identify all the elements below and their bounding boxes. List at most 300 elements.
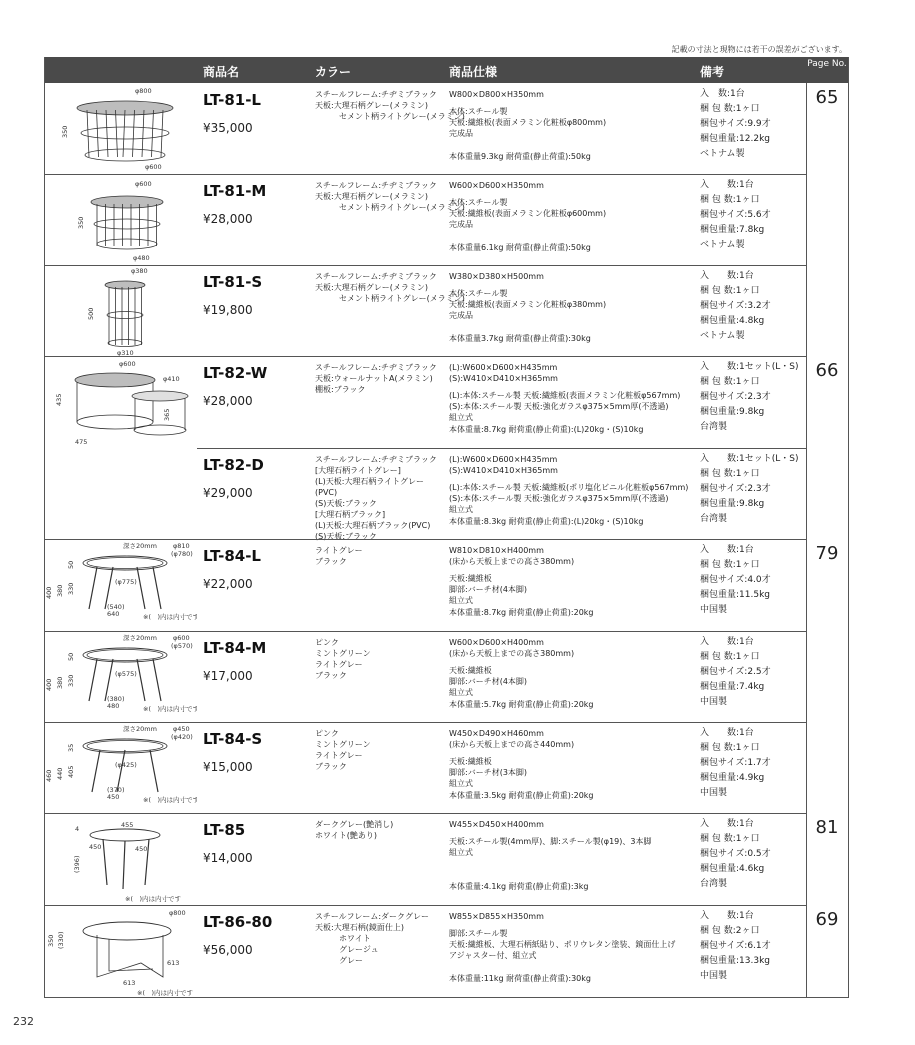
product-code: LT-84-M (203, 639, 267, 657)
dim-depth-label: 深さ20mm (123, 634, 157, 642)
product-weight: 本体重量:4.1kg 耐荷重(静止荷重):3kg (449, 882, 589, 891)
product-price: ¥29,000 (203, 486, 253, 500)
product-materials (449, 836, 699, 858)
remark-line: 梱包重量:4.6kg (700, 864, 765, 874)
color-line: ピンク (315, 638, 339, 647)
remark-line: 梱 包 数:1ヶ口 (700, 469, 760, 479)
product-drawing (45, 356, 197, 447)
spec-line: 組立式 (449, 505, 473, 514)
spec-line: 完成品 (449, 220, 473, 229)
remark-line: 台湾製 (700, 879, 728, 889)
color-line: (S)天板:ブラック (315, 532, 377, 541)
dim-top: φ800 (135, 87, 152, 95)
product-colors (315, 911, 429, 966)
remark-line: 梱 包 数:1ヶ口 (700, 743, 760, 753)
product-size (449, 911, 699, 922)
remark-line: 梱包サイズ:3.2才 (700, 301, 771, 311)
header-page: Page No. (807, 59, 847, 69)
spec-line: (S):本体:スチール製 天板:強化ガラスφ375×5mm厚(不透過) (449, 494, 669, 503)
remark-line: 中国製 (700, 605, 728, 615)
product-page-no: 69 (815, 909, 839, 930)
product-remarks (700, 87, 771, 162)
product-materials (449, 573, 699, 606)
remark-line: 中国製 (700, 788, 728, 798)
color-line: ブラック (315, 762, 347, 771)
remark-line: 梱包サイズ:4.0才 (700, 575, 771, 585)
product-size (449, 271, 699, 282)
product-colors (315, 362, 437, 395)
product-spec (449, 89, 699, 168)
product-code: LT-81-L (203, 91, 261, 109)
remark-line: 梱 包 数:1ヶ口 (700, 104, 760, 114)
remark-line: 入 数:1台 (700, 89, 745, 99)
spec-line: 本体:スチール製 (449, 198, 508, 207)
product-colors (315, 728, 371, 772)
product-row (45, 905, 848, 996)
color-line: (L)天板:大理石柄ブラック(PVC) (315, 521, 431, 530)
remark-line: 入 数:1台 (700, 545, 754, 555)
dim-w1: (370) (107, 786, 125, 794)
product-materials (449, 482, 699, 515)
product-remarks (700, 817, 771, 892)
dim-note: ※( )内は内寸です (143, 613, 197, 621)
product-spec (449, 180, 699, 259)
color-line: (PVC) (315, 488, 338, 497)
dim-depth: 475 (75, 438, 88, 446)
table-header (45, 57, 848, 83)
dim-height: 350 (61, 125, 69, 138)
product-size (449, 637, 699, 659)
product-drawing (45, 813, 197, 904)
dim-w1: (540) (107, 603, 125, 611)
product-image (45, 174, 197, 265)
color-line: 天板:大理石柄グレー(メラミン) (315, 192, 428, 201)
product-remarks (700, 909, 771, 984)
color-line: ブラック (315, 671, 347, 680)
product-row (45, 631, 848, 722)
remark-line: 中国製 (700, 971, 728, 981)
spec-line: 組立式 (449, 848, 473, 857)
product-code: LT-82-W (203, 364, 268, 382)
dim-small: φ410 (163, 375, 180, 383)
color-line: ホワイト (315, 934, 371, 943)
product-spec (449, 819, 699, 898)
remark-line: 梱包サイズ:5.6才 (700, 210, 771, 220)
size-line: W455×D450×H400mm (449, 820, 544, 829)
dim-top: φ600 (135, 180, 152, 188)
remark-line: 梱包重量:12.2kg (700, 134, 770, 144)
product-remarks (700, 452, 799, 527)
dim-top: φ810 (173, 542, 190, 550)
remark-line: 梱包サイズ:2.5才 (700, 667, 771, 677)
dim-thickness: 4 (75, 825, 80, 833)
product-spec (449, 271, 699, 350)
remark-line: 入 数:1台 (700, 180, 754, 190)
product-spec (449, 454, 699, 533)
product-code: LT-85 (203, 821, 246, 839)
product-size (449, 89, 699, 100)
product-price: ¥28,000 (203, 212, 253, 226)
remark-line: 入 数:1セット(L・S) (700, 362, 799, 372)
dim-top-inner: (φ420) (171, 733, 193, 741)
spec-line: 組立式 (449, 688, 473, 697)
product-weight: 本体重量:3.5kg 耐荷重(静止荷重):20kg (449, 791, 594, 800)
page-number: 232 (13, 1015, 34, 1028)
dim-w2: 640 (107, 610, 120, 618)
dim-height: 350 (77, 216, 85, 229)
spec-line: 本体:スチール製 (449, 107, 508, 116)
spec-line: 天板:繊維板 (449, 757, 492, 766)
size-line: W800×D800×H350mm (449, 90, 544, 99)
spec-line: 天板:繊維板(表面メラミン化粧板φ600mm) (449, 209, 607, 218)
product-row (45, 356, 848, 447)
product-row (45, 813, 848, 904)
dim-h2: 440 (56, 767, 64, 780)
product-colors (315, 454, 437, 542)
product-size (449, 454, 699, 476)
dim-inner: (φ425) (115, 761, 137, 769)
product-spec (449, 911, 699, 990)
dim-w1: (380) (107, 695, 125, 703)
product-code: LT-84-L (203, 547, 261, 565)
dim-bottom: φ310 (117, 349, 134, 356)
spec-line: 天板:繊維板、大理石柄紙貼り、ポリウレタン塗装、鏡面仕上げ (449, 940, 676, 949)
remark-line: 梱包サイズ:6.1才 (700, 941, 771, 951)
size-line: (L):W600×D600×H435mm (449, 455, 558, 464)
color-line: スチールフレーム:チヂミブラック (315, 363, 437, 372)
color-line: 天板:大理石柄グレー(メラミン) (315, 101, 428, 110)
dim-height: 500 (87, 307, 95, 320)
size-line: W600×D600×H400mm (449, 638, 544, 647)
size-line: (床から天板上までの高さ380mm) (449, 557, 575, 566)
product-drawing (45, 722, 197, 813)
remark-line: 入 数:1台 (700, 637, 754, 647)
dim-h1: 400 (45, 586, 53, 599)
remark-line: 梱包重量:7.4kg (700, 682, 765, 692)
color-line: 天板:大理石柄グレー(メラミン) (315, 283, 428, 292)
product-price: ¥15,000 (203, 760, 253, 774)
product-spec (449, 637, 699, 716)
product-image (45, 356, 197, 447)
product-image (45, 539, 197, 630)
color-line: ダークグレー(艶消し) (315, 820, 394, 829)
dim-top-inner: (φ780) (171, 550, 193, 558)
remark-line: 中国製 (700, 697, 728, 707)
dim-inner: (φ575) (115, 670, 137, 678)
product-price: ¥17,000 (203, 669, 253, 683)
dim-w2: 480 (107, 702, 120, 710)
color-line: ライトグレー (315, 751, 363, 760)
product-price: ¥35,000 (203, 121, 253, 135)
spec-line: 組立式 (449, 779, 473, 788)
color-line: ピンク (315, 729, 339, 738)
dim-bottom: φ600 (145, 163, 162, 171)
product-size (449, 180, 699, 191)
product-remarks (700, 726, 771, 801)
remark-line: 梱包サイズ:9.9才 (700, 119, 771, 129)
color-line: (L)天板:大理石柄ライトグレー (315, 477, 424, 486)
remark-line: 梱包重量:9.8kg (700, 499, 765, 509)
color-line: セメント柄ライトグレー(メラミン) (315, 203, 465, 212)
product-code: LT-82-D (203, 456, 264, 474)
spec-line: 脚部:バーチ材(4本脚) (449, 677, 528, 686)
size-line: W810×D810×H400mm (449, 546, 544, 555)
product-size (449, 545, 699, 567)
product-spec (449, 362, 699, 441)
remark-line: 梱包重量:11.5kg (700, 590, 770, 600)
product-image (45, 631, 197, 722)
color-line: [大理石柄ブラック] (315, 510, 386, 519)
color-line: ミントグリーン (315, 649, 371, 658)
product-remarks (700, 269, 771, 344)
color-line: 天板:ウォールナットA(メラミン) (315, 374, 433, 383)
dim-height-s: 365 (163, 408, 171, 421)
color-line: 天板:大理石柄(鏡面仕上) (315, 923, 404, 932)
spec-line: 天板:繊維板 (449, 666, 492, 675)
remark-line: 梱 包 数:1ヶ口 (700, 377, 760, 387)
size-line: W600×D600×H350mm (449, 181, 544, 190)
product-price: ¥22,000 (203, 577, 253, 591)
spec-line: 天板:繊維板 (449, 574, 492, 583)
spec-line: 天板:スチール製(4mm厚)、脚:スチール製(φ19)、3本脚 (449, 837, 652, 846)
product-table (44, 57, 849, 998)
product-colors (315, 819, 393, 841)
product-remarks (700, 635, 771, 710)
header-color: カラー (315, 65, 352, 79)
color-line: セメント柄ライトグレー(メラミン) (315, 112, 465, 121)
product-image (45, 83, 197, 174)
remark-line: 入 数:1台 (700, 911, 754, 921)
color-line: セメント柄ライトグレー(メラミン) (315, 294, 465, 303)
color-line: ホワイト(艶あり) (315, 831, 378, 840)
color-line: ミントグリーン (315, 740, 371, 749)
spec-line: アジャスター付、組立式 (449, 951, 537, 960)
remark-line: 梱包サイズ:2.3才 (700, 392, 771, 402)
color-line: ブラック (315, 557, 347, 566)
product-remarks (700, 360, 799, 435)
spec-line: 完成品 (449, 311, 473, 320)
dim-top: φ380 (131, 267, 148, 275)
product-row (45, 722, 848, 813)
remark-line: 梱包サイズ:0.5才 (700, 849, 771, 859)
product-colors (315, 271, 465, 304)
product-weight: 本体重量:8.7kg 耐荷重(静止荷重):(L)20kg・(S)10kg (449, 425, 644, 434)
dim-h1: 460 (45, 769, 53, 782)
product-code: LT-81-M (203, 182, 267, 200)
remark-line: 梱包重量:4.9kg (700, 773, 765, 783)
remark-line: 梱 包 数:1ヶ口 (700, 195, 760, 205)
dim-h4: 50 (67, 560, 75, 569)
dim-note: ※( )内は内寸です (125, 895, 182, 903)
product-page-no: 81 (815, 817, 839, 838)
remark-line: 梱包サイズ:2.3才 (700, 484, 771, 494)
product-image (45, 265, 197, 356)
color-line: スチールフレーム:チヂミブラック (315, 90, 437, 99)
header-spec: 商品仕様 (449, 65, 498, 79)
product-materials (449, 288, 699, 321)
product-size (449, 362, 699, 384)
remark-line: ベトナム製 (700, 331, 745, 341)
remark-line: 入 数:1セット(L・S) (700, 454, 799, 464)
remark-line: 梱 包 数:2ヶ口 (700, 926, 760, 936)
product-code: LT-81-S (203, 273, 263, 291)
product-weight: 本体重量:11kg 耐荷重(静止荷重):30kg (449, 974, 591, 983)
size-line: W855×D855×H350mm (449, 912, 544, 921)
spec-line: 脚部:スチール製 (449, 929, 508, 938)
product-weight: 本体重量:5.7kg 耐荷重(静止荷重):20kg (449, 700, 594, 709)
dim-top-inner: (φ570) (171, 642, 193, 650)
product-drawing (45, 265, 197, 356)
dim-h1: 350 (47, 934, 55, 947)
dim-depth-label: 深さ20mm (123, 542, 157, 550)
dim-h3: 330 (67, 582, 75, 595)
remark-line: 入 数:1台 (700, 271, 754, 281)
product-drawing (45, 174, 197, 265)
remark-line: 入 数:1台 (700, 819, 754, 829)
size-line: W450×D490×H460mm (449, 729, 544, 738)
dim-height-l: 435 (55, 393, 63, 406)
product-size (449, 819, 699, 830)
product-weight: 本体重量6.1kg 耐荷重(静止荷重):50kg (449, 243, 591, 252)
product-weight: 本体重量:8.3kg 耐荷重(静止荷重):(L)20kg・(S)10kg (449, 517, 644, 526)
product-page-no: 66 (815, 360, 839, 381)
size-line: (床から天板上までの高さ380mm) (449, 649, 575, 658)
size-line: (L):W600×D600×H435mm (449, 363, 558, 372)
dim-note: ※( )内は内寸です (143, 705, 197, 713)
dim-top: φ600 (173, 634, 190, 642)
color-line: スチールフレーム:チヂミブラック (315, 181, 437, 190)
spec-line: 脚部:バーチ材(4本脚) (449, 585, 528, 594)
size-line: (S):W410×D410×H365mm (449, 374, 558, 383)
color-line: スチールフレーム:チヂミブラック (315, 272, 437, 281)
dim-top: φ800 (169, 909, 186, 917)
remark-line: 梱包重量:7.8kg (700, 225, 765, 235)
dimension-note: 記載の寸法と現物には若干の誤差がございます。 (671, 45, 847, 54)
spec-line: 組立式 (449, 596, 473, 605)
product-materials (449, 197, 699, 230)
header-name: 商品名 (203, 65, 240, 79)
product-row (45, 448, 848, 539)
dim-h1: 400 (45, 678, 53, 691)
size-line: W380×D380×H500mm (449, 272, 544, 281)
spec-line: 天板:繊維板(表面メラミン化粧板φ380mm) (449, 300, 607, 309)
product-materials (449, 390, 699, 423)
product-colors (315, 545, 363, 567)
product-drawing (45, 631, 197, 722)
color-line: ライトグレー (315, 546, 363, 555)
color-line: グレージュ (315, 945, 379, 954)
dim-h4: 35 (67, 743, 75, 752)
color-line: 棚板:ブラック (315, 385, 366, 394)
product-page-no: 65 (815, 87, 839, 108)
color-line: (S)天板:ブラック (315, 499, 377, 508)
product-image (45, 905, 197, 996)
remark-line: 台湾製 (700, 422, 728, 432)
remark-line: ベトナム製 (700, 240, 745, 250)
color-line: [大理石柄ライトグレー] (315, 466, 401, 475)
dim-w1: 613 (167, 959, 180, 967)
product-spec (449, 545, 699, 624)
size-line: (S):W410×D410×H365mm (449, 466, 558, 475)
remark-line: 梱 包 数:1ヶ口 (700, 834, 760, 844)
remark-line: 入 数:1台 (700, 728, 754, 738)
product-row (45, 174, 848, 265)
product-materials (449, 928, 699, 961)
remark-line: 梱 包 数:1ヶ口 (700, 286, 760, 296)
product-weight: 本体重量3.7kg 耐荷重(静止荷重):30kg (449, 334, 591, 343)
dim-h4: 50 (67, 652, 75, 661)
remark-line: 梱 包 数:1ヶ口 (700, 652, 760, 662)
dim-h2: 380 (56, 584, 64, 597)
product-size (449, 728, 699, 750)
color-line: ライトグレー (315, 660, 363, 669)
product-row (45, 539, 848, 630)
dim-h2: 380 (56, 676, 64, 689)
product-row (45, 265, 848, 356)
remark-line: 台湾製 (700, 514, 728, 524)
product-image (45, 722, 197, 813)
product-price: ¥19,800 (203, 303, 253, 317)
product-materials (449, 756, 699, 789)
header-remarks: 備考 (700, 65, 725, 79)
remark-line: 梱包サイズ:1.7才 (700, 758, 771, 768)
spec-line: 本体:スチール製 (449, 289, 508, 298)
dim-top: φ450 (173, 725, 190, 733)
product-colors (315, 637, 371, 681)
remark-line: 梱包重量:9.8kg (700, 407, 765, 417)
product-spec (449, 728, 699, 807)
dim-depth-left: 450 (89, 843, 102, 851)
remark-line: ベトナム製 (700, 149, 745, 159)
product-code: LT-84-S (203, 730, 263, 748)
color-line: グレー (315, 956, 363, 965)
dim-depth-label: 深さ20mm (123, 725, 157, 733)
product-code: LT-86-80 (203, 913, 273, 931)
size-line: (床から天板上までの高さ440mm) (449, 740, 575, 749)
dim-large: φ600 (119, 360, 136, 368)
product-materials (449, 665, 699, 698)
dim-note: ※( )内は内寸です (143, 796, 197, 804)
product-image (45, 448, 197, 539)
spec-line: (L):本体:スチール製 天板:繊維板(ポリ塩化ビニル化粧板φ567mm) (449, 483, 689, 492)
spec-line: 組立式 (449, 413, 473, 422)
dim-inner: (φ775) (115, 578, 137, 586)
spec-line: 完成品 (449, 129, 473, 138)
spec-line: 天板:繊維板(表面メラミン化粧板φ800mm) (449, 118, 607, 127)
dim-width: 455 (121, 821, 134, 829)
product-image (45, 813, 197, 904)
color-line: スチールフレーム:チヂミブラック (315, 455, 437, 464)
dim-depth-right: 450 (135, 845, 148, 853)
product-colors (315, 180, 465, 213)
product-remarks (700, 543, 771, 618)
dim-note: ※( )内は内寸です (137, 989, 194, 996)
product-price: ¥14,000 (203, 851, 253, 865)
remark-line: 梱包重量:13.3kg (700, 956, 770, 966)
dim-w2: 613 (123, 979, 136, 987)
dim-w2: 450 (107, 793, 120, 801)
product-drawing (45, 905, 197, 996)
spec-line: (L):本体:スチール製 天板:繊維板(表面メラミン化粧板φ567mm) (449, 391, 681, 400)
product-row (45, 83, 848, 174)
spec-line: (S):本体:スチール製 天板:強化ガラスφ375×5mm厚(不透過) (449, 402, 669, 411)
product-drawing (45, 83, 197, 174)
remark-line: 梱 包 数:1ヶ口 (700, 560, 760, 570)
dim-h3: 405 (67, 765, 75, 778)
spec-line: 脚部:バーチ材(3本脚) (449, 768, 528, 777)
product-page-no: 79 (815, 543, 839, 564)
product-drawing (45, 539, 197, 630)
